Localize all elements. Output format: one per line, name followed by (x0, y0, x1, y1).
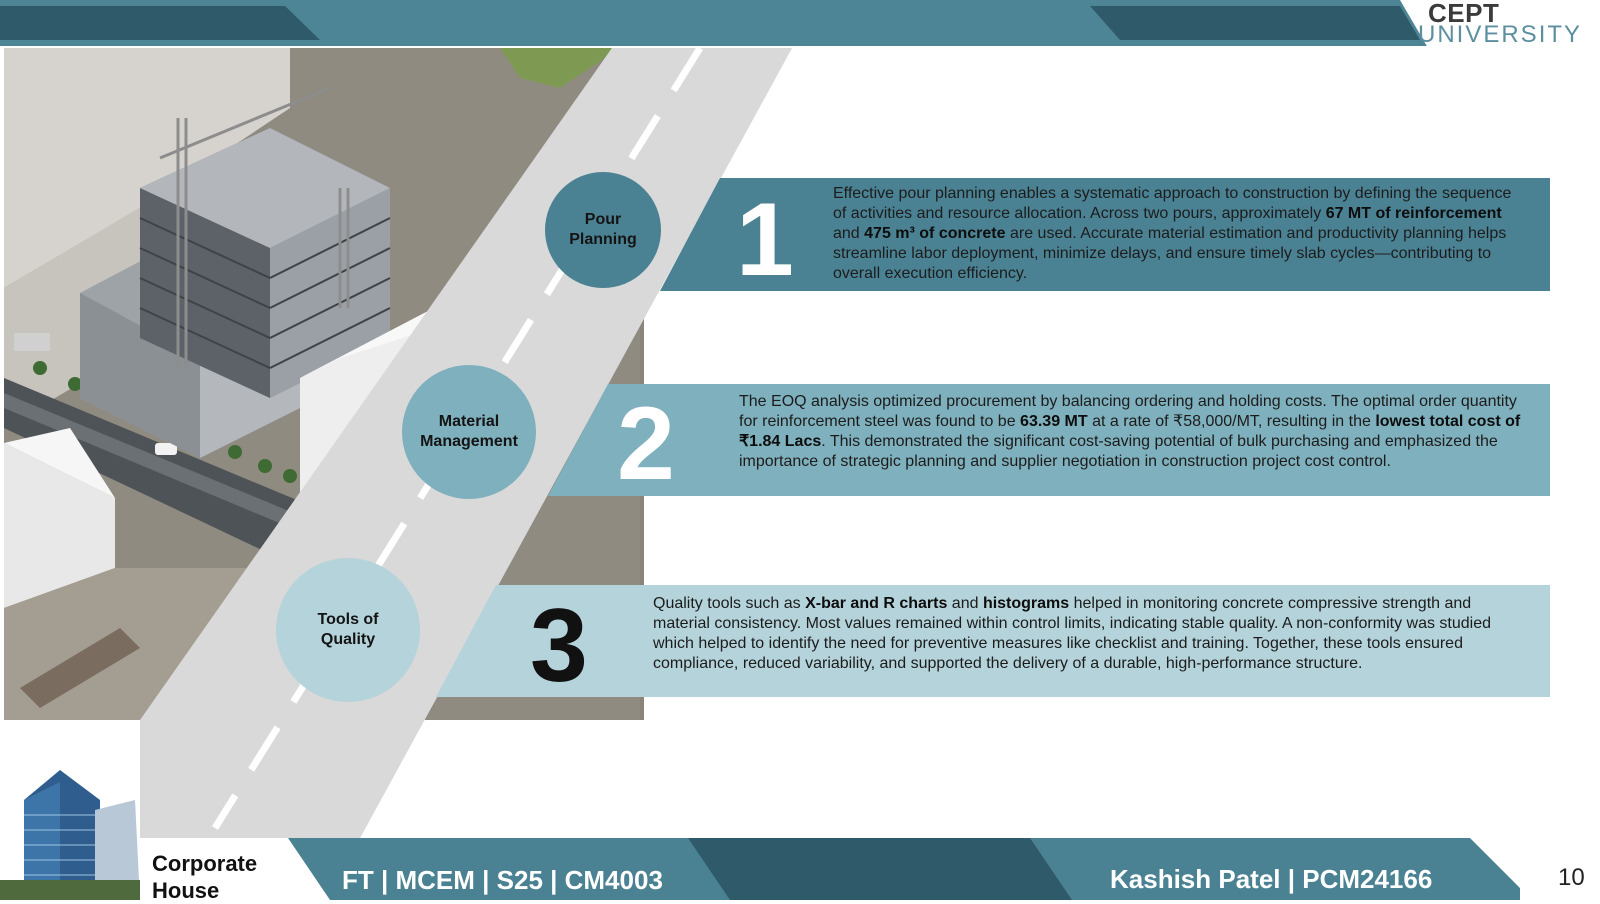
step-2-text-segment: lowest total cost of ₹1.84 Lacs (739, 413, 1521, 450)
step-1-text-segment: 67 MT of reinforcement (1325, 205, 1502, 222)
step-2-description (739, 392, 1529, 472)
page-number: 10 (1558, 864, 1585, 891)
step-3-number: 3 (530, 588, 588, 704)
step-2-text-segment: . This demonstrated the significant cost-saving potential of bulk purchasing and emphasized the importance of strategic planning and supplier negotiation in construction project cost control. (739, 433, 1498, 470)
step-1-circle (545, 172, 661, 288)
step-2-text-segment: at a rate of ₹58,000/MT, resulting in the (1087, 413, 1376, 430)
step-3-text-segment: Quality tools such as (653, 595, 806, 612)
step-1-text-segment: 475 m³ of concrete (864, 225, 1006, 242)
corporate-house-label-line2: House (152, 878, 220, 903)
top-banner (0, 0, 1600, 48)
step-3-text-segment: and (947, 595, 983, 612)
step-3-circle-label-line1: Tools of (317, 611, 379, 628)
step-3-text-segment: X-bar and R charts (805, 595, 948, 612)
step-1-text-segment: are used. Accurate material estimation and productivity planning helps streamline labor deployment, minimize delays, and ensure timely slab cycles—contributing to overall execution efficiency. (833, 225, 1507, 282)
step-2-circle-label-line2: Management (420, 433, 518, 450)
step-1-circle-label-line2: Planning (569, 231, 637, 248)
step-1-text-segment: and (833, 225, 865, 242)
step-2-number: 2 (617, 386, 675, 502)
step-3-description (653, 594, 1513, 674)
step-3-text-segment: helped in monitoring concrete compressive strength and material consistency. Most values remained within control limits, indicating stable quality. A non-conformity was studied which helped to identify the need for preventive measures like checklist and training. Together, these tools ensured compliance, reduced variability, and supported the delivery of a durable, high-performance structure. (653, 595, 1492, 672)
step-1-circle-label-line1: Pour (584, 211, 622, 228)
step-1-number: 1 (736, 182, 794, 298)
step-1-description (833, 184, 1523, 284)
step-2-circle-label-line1: Material (438, 413, 500, 430)
step-2-circle (402, 365, 536, 499)
step-3-text-segment: histograms (982, 595, 1070, 612)
footer-author-info: Kashish Patel | PCM24166 (1110, 864, 1433, 894)
corporate-house-label-line1: Corporate (152, 851, 258, 876)
cept-university-logo (1418, 0, 1598, 48)
step-2-text-segment: The EOQ analysis optimized procurement by balancing ordering and holding costs. The optimal order quantity for reinforcement steel was found to be (739, 393, 1517, 430)
footer-course-info: FT | MCEM | S25 | CM4003 (342, 865, 663, 895)
step-3-circle-label-line2: Quality (320, 631, 376, 648)
logo-text-cept: CEPT (1428, 0, 1500, 28)
step-3-circle (276, 558, 420, 702)
step-1-text-segment: Effective pour planning enables a systematic approach to construction by defining the sequence of activities and resource allocation. Across two pours, approximately (833, 185, 1512, 222)
logo-text-university: UNIVERSITY (1418, 21, 1583, 48)
step-2-text-segment: 63.39 MT (1020, 413, 1088, 430)
